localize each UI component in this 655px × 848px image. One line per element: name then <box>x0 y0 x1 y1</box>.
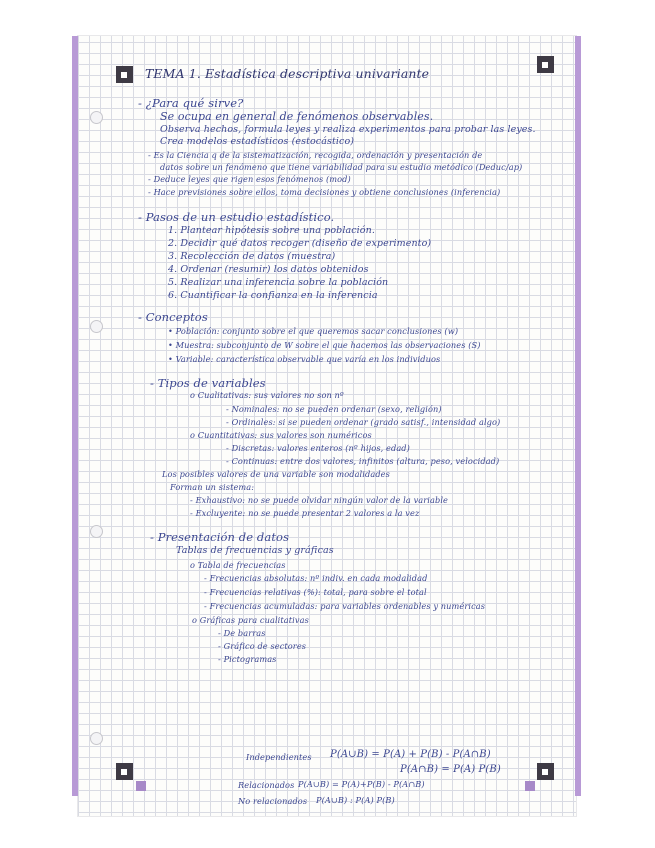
purple-square <box>525 781 535 791</box>
page-right-edge-band <box>575 36 581 796</box>
formula: P(A∪B) : P(A) P(B) <box>316 795 395 805</box>
note-line: - Es la Ciencia q de la sistematización, recogida, ordenación y presentación de <box>148 150 483 160</box>
section-heading: - Pasos de un estudio estadístico. <box>138 210 335 224</box>
section-heading: - ¿Para qué sirve? <box>138 96 244 110</box>
note-line: - Frecuencias relativas (%): total, para sobre el total <box>204 587 427 597</box>
formula: P(A∩B) = P(A) P(B) <box>400 764 501 775</box>
section-heading: - Tipos de variables <box>150 376 266 390</box>
note-line: o Cuantitativas: sus valores son numéricos <box>190 430 372 440</box>
formula-label: No relacionados <box>238 796 308 806</box>
note-line: • Población: conjunto sobre el que queremos sacar conclusiones (w) <box>168 326 459 336</box>
formula-label: Relacionados <box>238 780 295 790</box>
note-line: - Frecuencias acumuladas: para variables ordenables y numéricas <box>204 601 486 611</box>
corner-marker-top-left <box>116 66 133 83</box>
formula-label: Independientes <box>246 752 312 762</box>
purple-square <box>136 781 146 791</box>
note-line: o Cualitativas: sus valores no son nº <box>190 390 344 400</box>
binder-hole <box>90 732 103 745</box>
note-line: - Gráfico de sectores <box>218 641 307 651</box>
note-line: - Deduce leyes que rigen esos fenómenos (mod) <box>148 174 351 184</box>
note-line: • Variable: característica observable que varía en los individuos <box>168 354 441 364</box>
formula: P(A∪B) = P(A)+P(B) - P(A∩B) <box>298 779 425 789</box>
page-title: TEMA 1. Estadística descriptiva univariante <box>145 66 430 81</box>
corner-marker-bottom-left <box>116 763 133 780</box>
page-left-edge-band <box>72 36 78 796</box>
note-line: • Muestra: subconjunto de W sobre el que hacemos las observaciones (S) <box>168 340 481 350</box>
note-line: Los posibles valores de una variable son modalidades <box>162 469 390 479</box>
section-heading: - Presentación de datos <box>150 530 290 544</box>
note-line: - Exhaustivo: no se puede olvidar ningún valor de la variable <box>190 495 448 505</box>
section-heading: - Conceptos <box>138 310 208 324</box>
note-line: datos sobre un fenómeno que tiene variabilidad para su estudio metódico (Deduc/ap) <box>160 162 523 172</box>
note-line: Se ocupa en general de fenómenos observables. <box>160 110 434 123</box>
note-line: 5. Realizar una inferencia sobre la población <box>168 277 389 288</box>
note-line: Observa hechos, formula leyes y realiza experimentos para probar las leyes. <box>160 124 536 135</box>
note-line: - Continuas: entre dos valores, infinitos (altura, peso, velocidad) <box>226 456 500 466</box>
note-line: Tablas de frecuencias y gráficas <box>176 545 334 556</box>
note-line: - Ordinales: si se pueden ordenar (grado satisf., intensidad algo) <box>226 417 501 427</box>
note-line: - Nominales: no se pueden ordenar (sexo, religión) <box>226 404 442 414</box>
note-line: - Pictogramas <box>218 654 277 664</box>
note-line: Crea modelos estadísticos (estocástico) <box>160 136 355 147</box>
binder-hole <box>90 111 103 124</box>
note-line: - De barras <box>218 628 266 638</box>
binder-hole <box>90 525 103 538</box>
note-line: 3. Recolección de datos (muestra) <box>168 251 336 262</box>
formula: P(A∪B) = P(A) + P(B) - P(A∩B) <box>330 749 491 760</box>
note-line: o Gráficas para cualitativas <box>192 615 309 625</box>
corner-marker-bottom-right <box>537 763 554 780</box>
note-line: o Tabla de frecuencias <box>190 560 286 570</box>
note-line: 4. Ordenar (resumir) los datos obtenidos <box>168 264 369 275</box>
note-line: - Hace previsiones sobre ellos, toma decisiones y obtiene conclusiones (inferencia) <box>148 187 501 197</box>
note-line: Forman un sistema: <box>170 482 255 492</box>
note-line: - Excluyente: no se puede presentar 2 valores a la vez <box>190 508 420 518</box>
note-line: 1. Plantear hipótesis sobre una población. <box>168 225 375 236</box>
corner-marker-top-right <box>537 56 554 73</box>
note-line: 2. Decidir qué datos recoger (diseño de experimento) <box>168 238 432 249</box>
binder-hole <box>90 320 103 333</box>
note-line: - Frecuencias absolutas: nº indiv. en cada modalidad <box>204 573 428 583</box>
note-line: 6. Cuantificar la confianza en la inferencia <box>168 290 378 301</box>
note-line: - Discretas: valores enteros (nº hijos, edad) <box>226 443 410 453</box>
